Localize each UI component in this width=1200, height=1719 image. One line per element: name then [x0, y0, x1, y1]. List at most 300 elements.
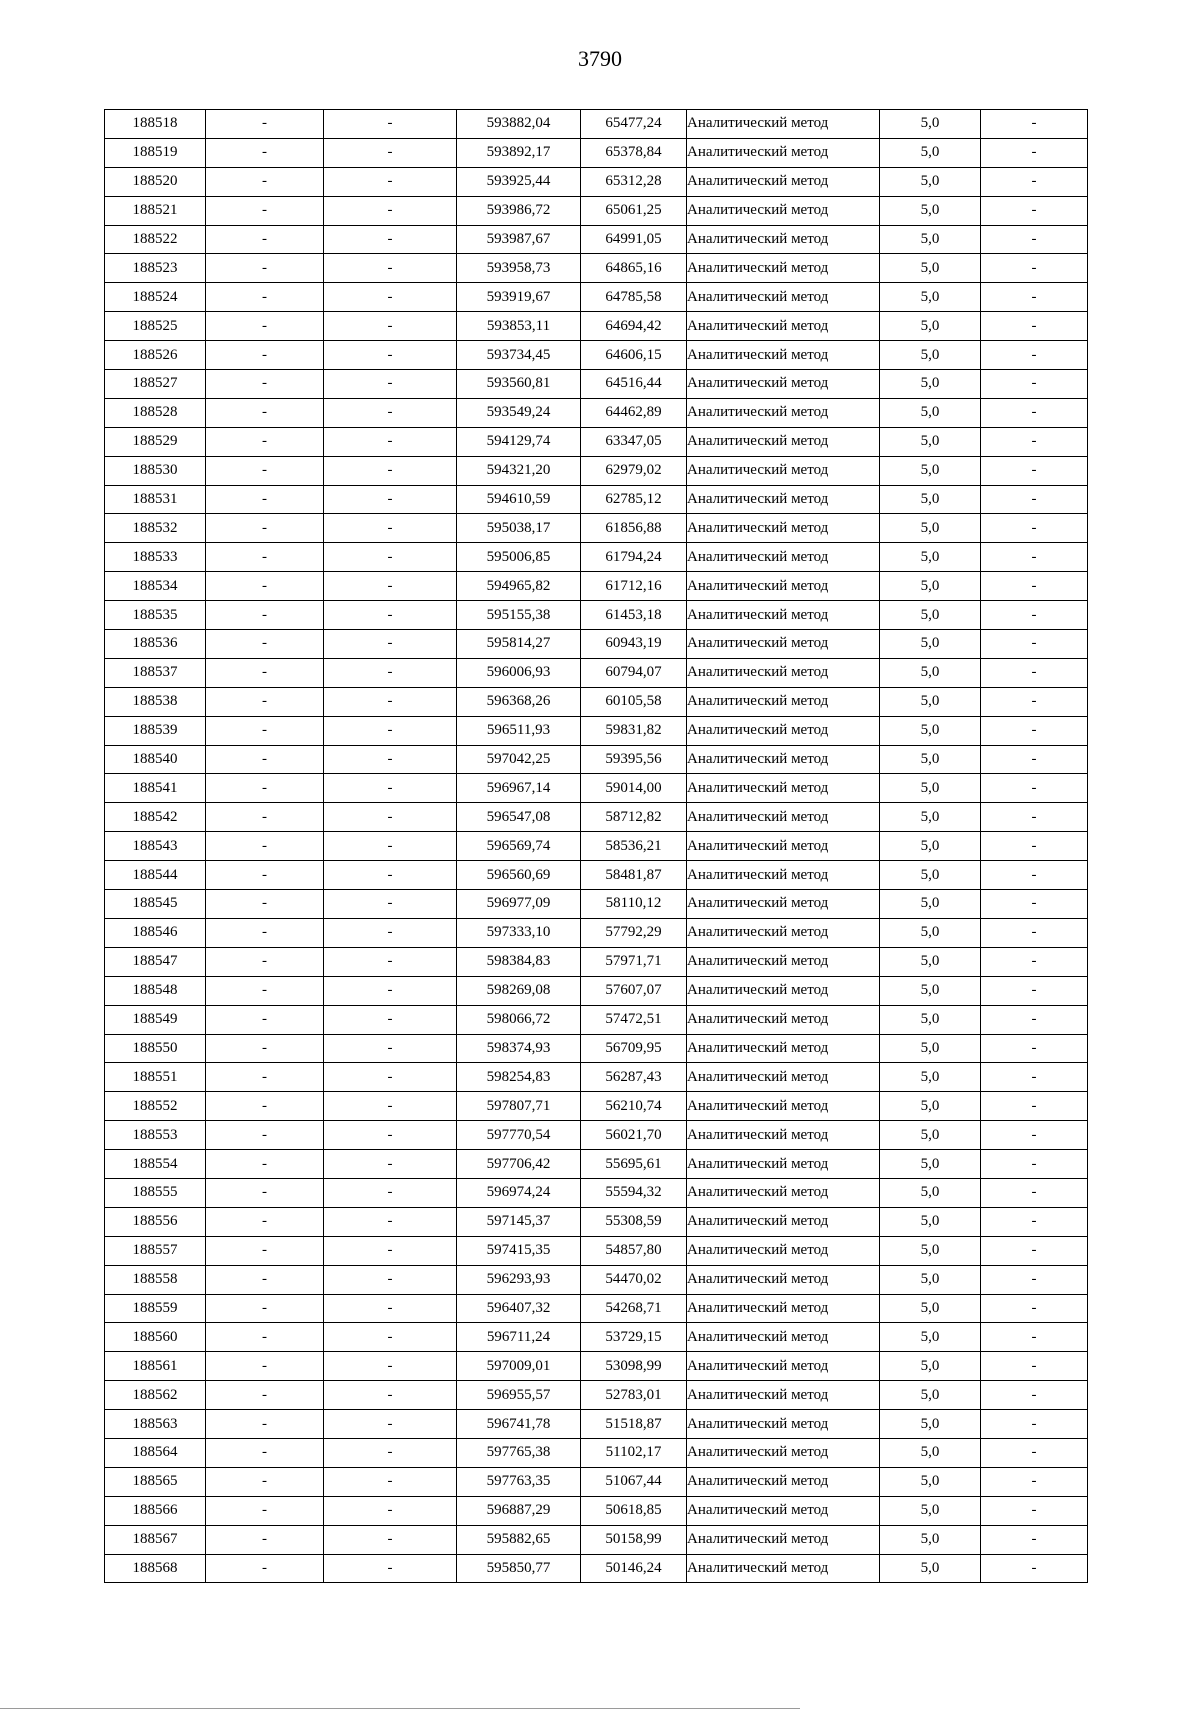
point-number: 188526 — [105, 341, 206, 370]
method: Аналитический метод — [687, 861, 880, 890]
cell-dash-3: - — [981, 110, 1088, 139]
coordinate-x: 595850,77 — [457, 1554, 581, 1583]
coordinate-y: 53729,15 — [581, 1323, 687, 1352]
cell-dash-3: - — [981, 1265, 1088, 1294]
coordinate-x: 598254,83 — [457, 1063, 581, 1092]
point-number: 188536 — [105, 630, 206, 659]
accuracy: 5,0 — [880, 1438, 981, 1467]
accuracy: 5,0 — [880, 1178, 981, 1207]
coordinate-x: 593986,72 — [457, 196, 581, 225]
accuracy: 5,0 — [880, 312, 981, 341]
point-number: 188556 — [105, 1207, 206, 1236]
cell-dash-3: - — [981, 1121, 1088, 1150]
cell-dash-3: - — [981, 572, 1088, 601]
table-row — [105, 254, 1088, 283]
accuracy: 5,0 — [880, 1092, 981, 1121]
cell-dash-1: - — [206, 543, 324, 572]
cell-dash-2: - — [324, 1150, 457, 1179]
cell-dash-1: - — [206, 1265, 324, 1294]
point-number: 188549 — [105, 1005, 206, 1034]
coordinate-x: 597042,25 — [457, 745, 581, 774]
cell-dash-2: - — [324, 1525, 457, 1554]
accuracy: 5,0 — [880, 803, 981, 832]
coordinate-x: 593560,81 — [457, 370, 581, 399]
table-row — [105, 370, 1088, 399]
cell-dash-2: - — [324, 1554, 457, 1583]
table-row — [105, 630, 1088, 659]
coordinate-x: 594321,20 — [457, 456, 581, 485]
accuracy: 5,0 — [880, 716, 981, 745]
cell-dash-1: - — [206, 225, 324, 254]
cell-dash-1: - — [206, 976, 324, 1005]
accuracy: 5,0 — [880, 1005, 981, 1034]
method: Аналитический метод — [687, 832, 880, 861]
cell-dash-1: - — [206, 745, 324, 774]
coordinate-y: 61794,24 — [581, 543, 687, 572]
cell-dash-3: - — [981, 196, 1088, 225]
cell-dash-2: - — [324, 1236, 457, 1265]
coordinate-x: 596974,24 — [457, 1178, 581, 1207]
point-number: 188523 — [105, 254, 206, 283]
coordinate-x: 593919,67 — [457, 283, 581, 312]
table-row — [105, 1207, 1088, 1236]
cell-dash-1: - — [206, 716, 324, 745]
accuracy: 5,0 — [880, 1265, 981, 1294]
coordinate-x: 596368,26 — [457, 687, 581, 716]
cell-dash-1: - — [206, 601, 324, 630]
coordinate-x: 595006,85 — [457, 543, 581, 572]
method: Аналитический метод — [687, 630, 880, 659]
method: Аналитический метод — [687, 572, 880, 601]
cell-dash-2: - — [324, 1352, 457, 1381]
cell-dash-3: - — [981, 427, 1088, 456]
table-row — [105, 658, 1088, 687]
method: Аналитический метод — [687, 658, 880, 687]
coordinate-x: 597765,38 — [457, 1438, 581, 1467]
accuracy: 5,0 — [880, 1063, 981, 1092]
cell-dash-2: - — [324, 225, 457, 254]
cell-dash-2: - — [324, 1438, 457, 1467]
method: Аналитический метод — [687, 1121, 880, 1150]
method: Аналитический метод — [687, 1323, 880, 1352]
coordinate-x: 596569,74 — [457, 832, 581, 861]
point-number: 188540 — [105, 745, 206, 774]
cell-dash-3: - — [981, 918, 1088, 947]
coordinate-y: 65312,28 — [581, 167, 687, 196]
cell-dash-3: - — [981, 138, 1088, 167]
cell-dash-2: - — [324, 138, 457, 167]
cell-dash-1: - — [206, 283, 324, 312]
accuracy: 5,0 — [880, 947, 981, 976]
coordinate-y: 55695,61 — [581, 1150, 687, 1179]
coordinate-y: 58536,21 — [581, 832, 687, 861]
cell-dash-2: - — [324, 601, 457, 630]
cell-dash-3: - — [981, 312, 1088, 341]
method: Аналитический метод — [687, 167, 880, 196]
coordinate-x: 596560,69 — [457, 861, 581, 890]
cell-dash-1: - — [206, 1063, 324, 1092]
table-row — [105, 1410, 1088, 1439]
coordinate-y: 55308,59 — [581, 1207, 687, 1236]
coordinate-y: 60794,07 — [581, 658, 687, 687]
coordinate-y: 53098,99 — [581, 1352, 687, 1381]
point-number: 188519 — [105, 138, 206, 167]
coordinate-x: 596741,78 — [457, 1410, 581, 1439]
point-number: 188565 — [105, 1467, 206, 1496]
cell-dash-3: - — [981, 1178, 1088, 1207]
method: Аналитический метод — [687, 138, 880, 167]
cell-dash-3: - — [981, 225, 1088, 254]
cell-dash-3: - — [981, 1410, 1088, 1439]
coordinate-y: 57607,07 — [581, 976, 687, 1005]
point-number: 188524 — [105, 283, 206, 312]
method: Аналитический метод — [687, 485, 880, 514]
coordinate-x: 596967,14 — [457, 774, 581, 803]
accuracy: 5,0 — [880, 1207, 981, 1236]
accuracy: 5,0 — [880, 1381, 981, 1410]
cell-dash-3: - — [981, 774, 1088, 803]
cell-dash-2: - — [324, 947, 457, 976]
table-row — [105, 543, 1088, 572]
coordinate-x: 597009,01 — [457, 1352, 581, 1381]
point-number: 188525 — [105, 312, 206, 341]
method: Аналитический метод — [687, 1265, 880, 1294]
point-number: 188559 — [105, 1294, 206, 1323]
cell-dash-3: - — [981, 456, 1088, 485]
cell-dash-2: - — [324, 1178, 457, 1207]
point-number: 188563 — [105, 1410, 206, 1439]
point-number: 188527 — [105, 370, 206, 399]
method: Аналитический метод — [687, 398, 880, 427]
cell-dash-3: - — [981, 1438, 1088, 1467]
table-row — [105, 341, 1088, 370]
accuracy: 5,0 — [880, 110, 981, 139]
table-row — [105, 1554, 1088, 1583]
method: Аналитический метод — [687, 976, 880, 1005]
method: Аналитический метод — [687, 543, 880, 572]
cell-dash-3: - — [981, 832, 1088, 861]
table-row — [105, 1323, 1088, 1352]
cell-dash-2: - — [324, 716, 457, 745]
coordinate-y: 64865,16 — [581, 254, 687, 283]
accuracy: 5,0 — [880, 1525, 981, 1554]
coordinate-y: 50146,24 — [581, 1554, 687, 1583]
coordinates-table — [104, 109, 1088, 1583]
bottom-scan-line — [0, 1708, 800, 1709]
point-number: 188541 — [105, 774, 206, 803]
accuracy: 5,0 — [880, 543, 981, 572]
cell-dash-2: - — [324, 658, 457, 687]
coordinate-y: 65477,24 — [581, 110, 687, 139]
method: Аналитический метод — [687, 774, 880, 803]
table-row — [105, 225, 1088, 254]
point-number: 188522 — [105, 225, 206, 254]
point-number: 188542 — [105, 803, 206, 832]
coordinate-y: 52783,01 — [581, 1381, 687, 1410]
coordinate-x: 593549,24 — [457, 398, 581, 427]
cell-dash-1: - — [206, 1207, 324, 1236]
cell-dash-2: - — [324, 1265, 457, 1294]
cell-dash-2: - — [324, 1381, 457, 1410]
cell-dash-3: - — [981, 543, 1088, 572]
cell-dash-2: - — [324, 167, 457, 196]
cell-dash-1: - — [206, 1438, 324, 1467]
coordinate-y: 65378,84 — [581, 138, 687, 167]
coordinate-y: 59395,56 — [581, 745, 687, 774]
cell-dash-2: - — [324, 254, 457, 283]
table-row — [105, 1438, 1088, 1467]
method: Аналитический метод — [687, 341, 880, 370]
coordinate-y: 61712,16 — [581, 572, 687, 601]
coordinate-x: 597770,54 — [457, 1121, 581, 1150]
coordinate-y: 64606,15 — [581, 341, 687, 370]
cell-dash-3: - — [981, 283, 1088, 312]
cell-dash-1: - — [206, 167, 324, 196]
accuracy: 5,0 — [880, 254, 981, 283]
method: Аналитический метод — [687, 716, 880, 745]
method: Аналитический метод — [687, 1467, 880, 1496]
accuracy: 5,0 — [880, 572, 981, 601]
cell-dash-1: - — [206, 890, 324, 919]
coordinate-y: 54268,71 — [581, 1294, 687, 1323]
coordinate-y: 58712,82 — [581, 803, 687, 832]
table-row — [105, 1034, 1088, 1063]
point-number: 188532 — [105, 514, 206, 543]
cell-dash-3: - — [981, 601, 1088, 630]
point-number: 188535 — [105, 601, 206, 630]
table-row — [105, 774, 1088, 803]
cell-dash-3: - — [981, 687, 1088, 716]
cell-dash-3: - — [981, 1092, 1088, 1121]
point-number: 188564 — [105, 1438, 206, 1467]
accuracy: 5,0 — [880, 832, 981, 861]
table-row — [105, 456, 1088, 485]
cell-dash-1: - — [206, 1410, 324, 1439]
table-row — [105, 803, 1088, 832]
cell-dash-2: - — [324, 1323, 457, 1352]
cell-dash-1: - — [206, 1294, 324, 1323]
coordinate-x: 593853,11 — [457, 312, 581, 341]
cell-dash-3: - — [981, 398, 1088, 427]
cell-dash-2: - — [324, 514, 457, 543]
cell-dash-3: - — [981, 976, 1088, 1005]
point-number: 188539 — [105, 716, 206, 745]
coordinate-y: 59014,00 — [581, 774, 687, 803]
cell-dash-1: - — [206, 485, 324, 514]
accuracy: 5,0 — [880, 370, 981, 399]
coordinate-x: 596293,93 — [457, 1265, 581, 1294]
coordinate-x: 593987,67 — [457, 225, 581, 254]
accuracy: 5,0 — [880, 890, 981, 919]
cell-dash-3: - — [981, 1034, 1088, 1063]
accuracy: 5,0 — [880, 774, 981, 803]
cell-dash-3: - — [981, 254, 1088, 283]
coordinate-y: 64462,89 — [581, 398, 687, 427]
method: Аналитический метод — [687, 1150, 880, 1179]
point-number: 188518 — [105, 110, 206, 139]
cell-dash-1: - — [206, 312, 324, 341]
method: Аналитический метод — [687, 1207, 880, 1236]
cell-dash-3: - — [981, 167, 1088, 196]
table-row — [105, 110, 1088, 139]
accuracy: 5,0 — [880, 1410, 981, 1439]
coordinate-y: 65061,25 — [581, 196, 687, 225]
method: Аналитический метод — [687, 456, 880, 485]
table-row — [105, 138, 1088, 167]
coordinate-y: 51067,44 — [581, 1467, 687, 1496]
coordinate-x: 596711,24 — [457, 1323, 581, 1352]
coordinate-x: 594610,59 — [457, 485, 581, 514]
coordinate-y: 61856,88 — [581, 514, 687, 543]
cell-dash-3: - — [981, 947, 1088, 976]
accuracy: 5,0 — [880, 861, 981, 890]
coordinate-x: 598269,08 — [457, 976, 581, 1005]
cell-dash-2: - — [324, 861, 457, 890]
table-row — [105, 572, 1088, 601]
point-number: 188551 — [105, 1063, 206, 1092]
cell-dash-1: - — [206, 196, 324, 225]
coordinate-x: 597145,37 — [457, 1207, 581, 1236]
coordinate-y: 50158,99 — [581, 1525, 687, 1554]
point-number: 188534 — [105, 572, 206, 601]
cell-dash-2: - — [324, 630, 457, 659]
accuracy: 5,0 — [880, 1554, 981, 1583]
cell-dash-2: - — [324, 572, 457, 601]
coordinate-y: 62979,02 — [581, 456, 687, 485]
cell-dash-1: - — [206, 427, 324, 456]
coordinate-x: 597415,35 — [457, 1236, 581, 1265]
method: Аналитический метод — [687, 1381, 880, 1410]
table-row — [105, 1381, 1088, 1410]
coordinate-y: 63347,05 — [581, 427, 687, 456]
cell-dash-1: - — [206, 1496, 324, 1525]
accuracy: 5,0 — [880, 514, 981, 543]
coordinate-x: 596547,08 — [457, 803, 581, 832]
coordinate-y: 62785,12 — [581, 485, 687, 514]
method: Аналитический метод — [687, 1352, 880, 1381]
cell-dash-1: - — [206, 572, 324, 601]
accuracy: 5,0 — [880, 1352, 981, 1381]
cell-dash-1: - — [206, 254, 324, 283]
cell-dash-3: - — [981, 370, 1088, 399]
table-row — [105, 687, 1088, 716]
accuracy: 5,0 — [880, 1150, 981, 1179]
cell-dash-3: - — [981, 658, 1088, 687]
coordinate-y: 59831,82 — [581, 716, 687, 745]
point-number: 188520 — [105, 167, 206, 196]
coordinate-y: 64694,42 — [581, 312, 687, 341]
cell-dash-2: - — [324, 687, 457, 716]
coordinate-y: 60943,19 — [581, 630, 687, 659]
coordinate-x: 595038,17 — [457, 514, 581, 543]
coordinate-y: 56287,43 — [581, 1063, 687, 1092]
cell-dash-1: - — [206, 1236, 324, 1265]
table-row — [105, 1236, 1088, 1265]
point-number: 188538 — [105, 687, 206, 716]
method: Аналитический метод — [687, 225, 880, 254]
cell-dash-2: - — [324, 543, 457, 572]
coordinate-y: 50618,85 — [581, 1496, 687, 1525]
coordinate-y: 55594,32 — [581, 1178, 687, 1207]
point-number: 188529 — [105, 427, 206, 456]
cell-dash-3: - — [981, 1323, 1088, 1352]
coordinate-y: 58110,12 — [581, 890, 687, 919]
cell-dash-2: - — [324, 918, 457, 947]
cell-dash-2: - — [324, 370, 457, 399]
method: Аналитический метод — [687, 110, 880, 139]
table-row — [105, 1092, 1088, 1121]
table-row — [105, 716, 1088, 745]
cell-dash-3: - — [981, 1554, 1088, 1583]
table-row — [105, 947, 1088, 976]
accuracy: 5,0 — [880, 427, 981, 456]
table-row — [105, 601, 1088, 630]
table-row — [105, 1150, 1088, 1179]
cell-dash-2: - — [324, 283, 457, 312]
coordinate-x: 598066,72 — [457, 1005, 581, 1034]
accuracy: 5,0 — [880, 341, 981, 370]
coordinate-x: 598374,93 — [457, 1034, 581, 1063]
table-row — [105, 1294, 1088, 1323]
cell-dash-3: - — [981, 745, 1088, 774]
table-row — [105, 1178, 1088, 1207]
cell-dash-2: - — [324, 832, 457, 861]
accuracy: 5,0 — [880, 398, 981, 427]
coordinate-y: 57792,29 — [581, 918, 687, 947]
method: Аналитический метод — [687, 1005, 880, 1034]
cell-dash-1: - — [206, 1178, 324, 1207]
table-row — [105, 890, 1088, 919]
coordinate-x: 595882,65 — [457, 1525, 581, 1554]
cell-dash-2: - — [324, 110, 457, 139]
accuracy: 5,0 — [880, 745, 981, 774]
method: Аналитический метод — [687, 370, 880, 399]
method: Аналитический метод — [687, 254, 880, 283]
accuracy: 5,0 — [880, 918, 981, 947]
method: Аналитический метод — [687, 1294, 880, 1323]
coordinate-x: 595814,27 — [457, 630, 581, 659]
cell-dash-1: - — [206, 1092, 324, 1121]
cell-dash-1: - — [206, 658, 324, 687]
point-number: 188562 — [105, 1381, 206, 1410]
cell-dash-2: - — [324, 1496, 457, 1525]
coordinate-y: 64785,58 — [581, 283, 687, 312]
table-row — [105, 312, 1088, 341]
coordinate-x: 596407,32 — [457, 1294, 581, 1323]
table-row — [105, 427, 1088, 456]
coordinate-y: 60105,58 — [581, 687, 687, 716]
cell-dash-1: - — [206, 832, 324, 861]
cell-dash-2: - — [324, 774, 457, 803]
cell-dash-3: - — [981, 1005, 1088, 1034]
cell-dash-1: - — [206, 1467, 324, 1496]
coordinate-x: 593882,04 — [457, 110, 581, 139]
point-number: 188554 — [105, 1150, 206, 1179]
coordinate-y: 51518,87 — [581, 1410, 687, 1439]
table-row — [105, 745, 1088, 774]
coordinate-y: 56021,70 — [581, 1121, 687, 1150]
cell-dash-1: - — [206, 687, 324, 716]
point-number: 188568 — [105, 1554, 206, 1583]
accuracy: 5,0 — [880, 138, 981, 167]
method: Аналитический метод — [687, 1410, 880, 1439]
method: Аналитический метод — [687, 1092, 880, 1121]
table-row — [105, 514, 1088, 543]
point-number: 188521 — [105, 196, 206, 225]
cell-dash-1: - — [206, 398, 324, 427]
point-number: 188543 — [105, 832, 206, 861]
coordinate-x: 593958,73 — [457, 254, 581, 283]
